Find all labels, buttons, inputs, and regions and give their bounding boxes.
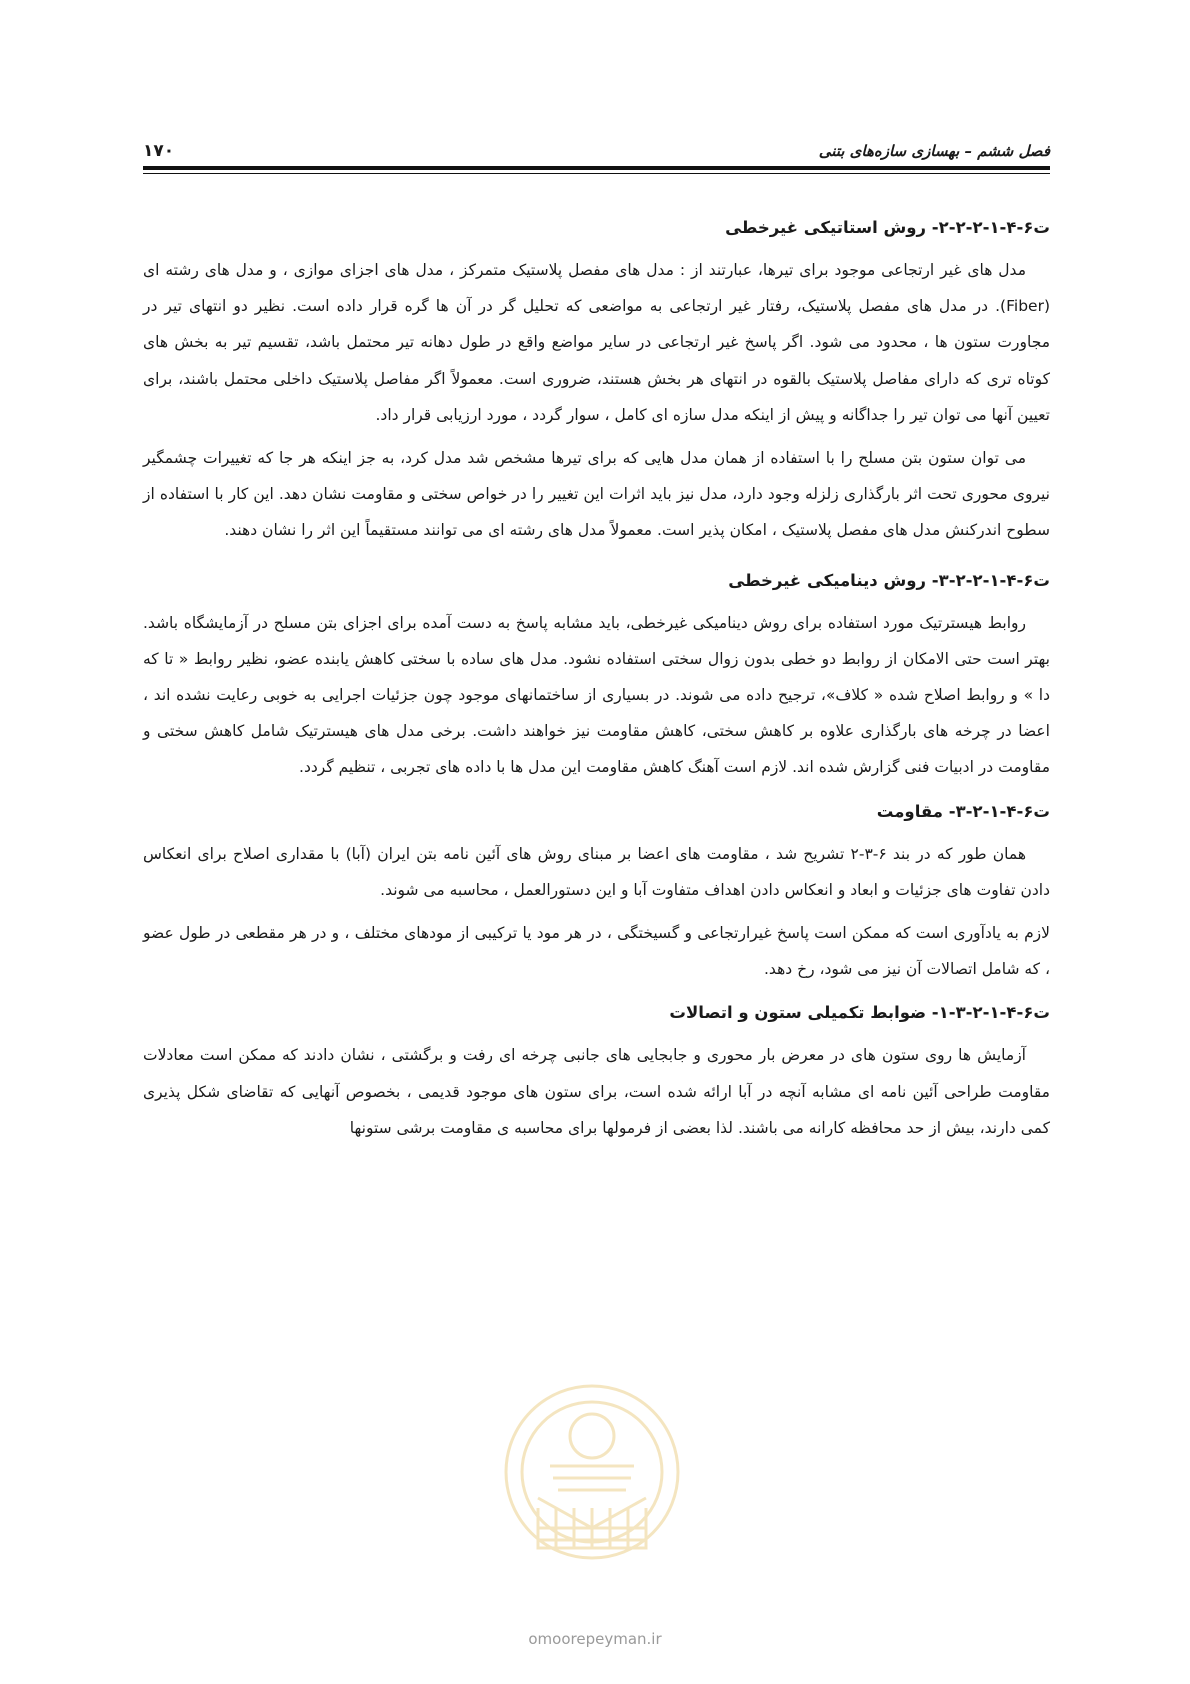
- site-url-watermark: omoorepeyman.ir: [528, 1630, 662, 1648]
- paragraph-beam-models: مدل های غیر ارتجاعی موجود برای تیرها، عبارتند از : مدل های مفصل پلاستیک متمرکز ، مدل های اجزای موازی ، و مدل های رشته ای (Fiber). در مدل های مفصل پلاستیک، رفتار غیر ارتجاعی به مواضعی که تحلیل گر در آن ها گره قرار داده است. نظیر دو انتهای تیر در مجاورت ستون ها ، محدود می شود. اگر پاسخ غیر ارتجاعی در سایر مواضع واقع در طول دهانه تیر محتمل باشد، تقسیم تیر به بخش های کوتاه تری که دارای مفاصل پلاستیک بالقوه در انتهای هر بخش هستند، ضروری است. معمولاً اگر مفاصل پلاستیک داخلی محتمل باشند، برای تعیین آنها می توان تیر را جداگانه و پیش از اینکه مدل سازه ای کامل ، سوار گردد ، مورد ارزیابی قرار داد.: [143, 261, 1050, 424]
- paragraph-hysteretic: روابط هیسترتیک مورد استفاده برای روش دینامیکی غیرخطی، باید مشابه پاسخ به دست آمده برای اجزای بتن مسلح در آزمایشگاه باشد. بهتر است حتی الامکان از روابط دو خطی بدون زوال سختی استفاده نشود. مدل های ساده با سختی کاهش یابنده عضو، نظیر روابط « تا که دا » و روابط اصلاح شده « کلاف»، ترجیح داده می شوند. در بسیاری از ساختمانهای موجود چون جزئیات اجرایی به خوبی رعایت نشده اند ، اعضا در چرخه های بارگذاری علاوه بر کاهش سختی، کاهش مقاومت نیز خواهند داشت. برخی مدل های هیسترتیک شامل کاهش سختی و مقاومت در ادبیات فنی گزارش شده اند. لازم است آهنگ کاهش مقاومت این مدل ها با داده های تجربی ، تنظیم گردد.: [143, 613, 1050, 777]
- chapter-title: فصل ششم – بهسازی سازه‌های بتنی: [818, 142, 1050, 160]
- paragraph-failure-modes: لازم به یادآوری است که ممکن است پاسخ غیرارتجاعی و گسیختگی ، در هر مود یا ترکیبی از مودهای مختلف ، و در هر مقطعی در طول عضو ، که شامل اتصالات آن نیز می شود، رخ دهد.: [143, 924, 1050, 979]
- header-rule-thin: [143, 173, 1050, 174]
- header-rule-thick: [143, 166, 1050, 170]
- section-heading-dynamic-nonlinear: ت۶-۴-۱-۲-۲-۳- روش دینامیکی غیرخطی: [728, 570, 1050, 590]
- page-number: ۱۷۰: [143, 141, 175, 161]
- seal-watermark-icon: [498, 1378, 686, 1574]
- running-header: [143, 138, 1050, 164]
- paragraph-column-tests: آزمایش ها روی ستون های در معرض بار محوری و جابجایی های جانبی چرخه ای رفت و برگشتی ، نشان دادند که ممکن است معادلات مقاومت طراحی آئین نامه ای مشابه آنچه در آبا ارائه شده است، برای ستون های موجود قدیمی ، بخصوص آنهایی که تقاضای شکل پذیری کمی دارند، بیش از حد محافظه کارانه می باشند. لذا بعضی از فرمولها برای محاسبه ی مقاومت برشی ستونها: [143, 1046, 1050, 1137]
- section-heading-static-nonlinear: ت۶-۴-۱-۲-۲-۲- روش استاتیکی غیرخطی: [725, 218, 1050, 237]
- paragraph-column-models: می توان ستون بتن مسلح را با استفاده از همان مدل هایی که برای تیرها مشخص شد مدل کرد، به جز اینکه هر جا که تغییرات چشمگیر نیروی محوری تحت اثر بارگذاری زلزله وجود دارد، مدل نیز باید اثرات این تغییر را در خواص سختی و مقاومت نشان دهد. این کار با استفاده از سطوح اندرکنش مدل های مفصل پلاستیک ، امکان پذیر است. معمولاً مدل های رشته ای می توانند مستقیماً این اثر را نشان دهند.: [143, 449, 1050, 540]
- section-heading-column-joints: ت۶-۴-۱-۲-۳-۱- ضوابط تکمیلی ستون و اتصالات: [669, 1003, 1050, 1023]
- paragraph-strength-aba: همان طور که در بند ۶-۳-۲ تشریح شد ، مقاومت های اعضا بر مبنای روش های آئین نامه بتن ایران (آبا) با مقداری اصلاح برای انعکاس دادن تفاوت های جزئیات و ابعاد و انعکاس دادن اهداف متفاوت آبا و این دستورالعمل ، محاسبه می شوند.: [143, 844, 1050, 899]
- page-body: [143, 215, 1050, 1146]
- section-heading-strength: ت۶-۴-۱-۲-۳- مقاومت: [876, 801, 1050, 821]
